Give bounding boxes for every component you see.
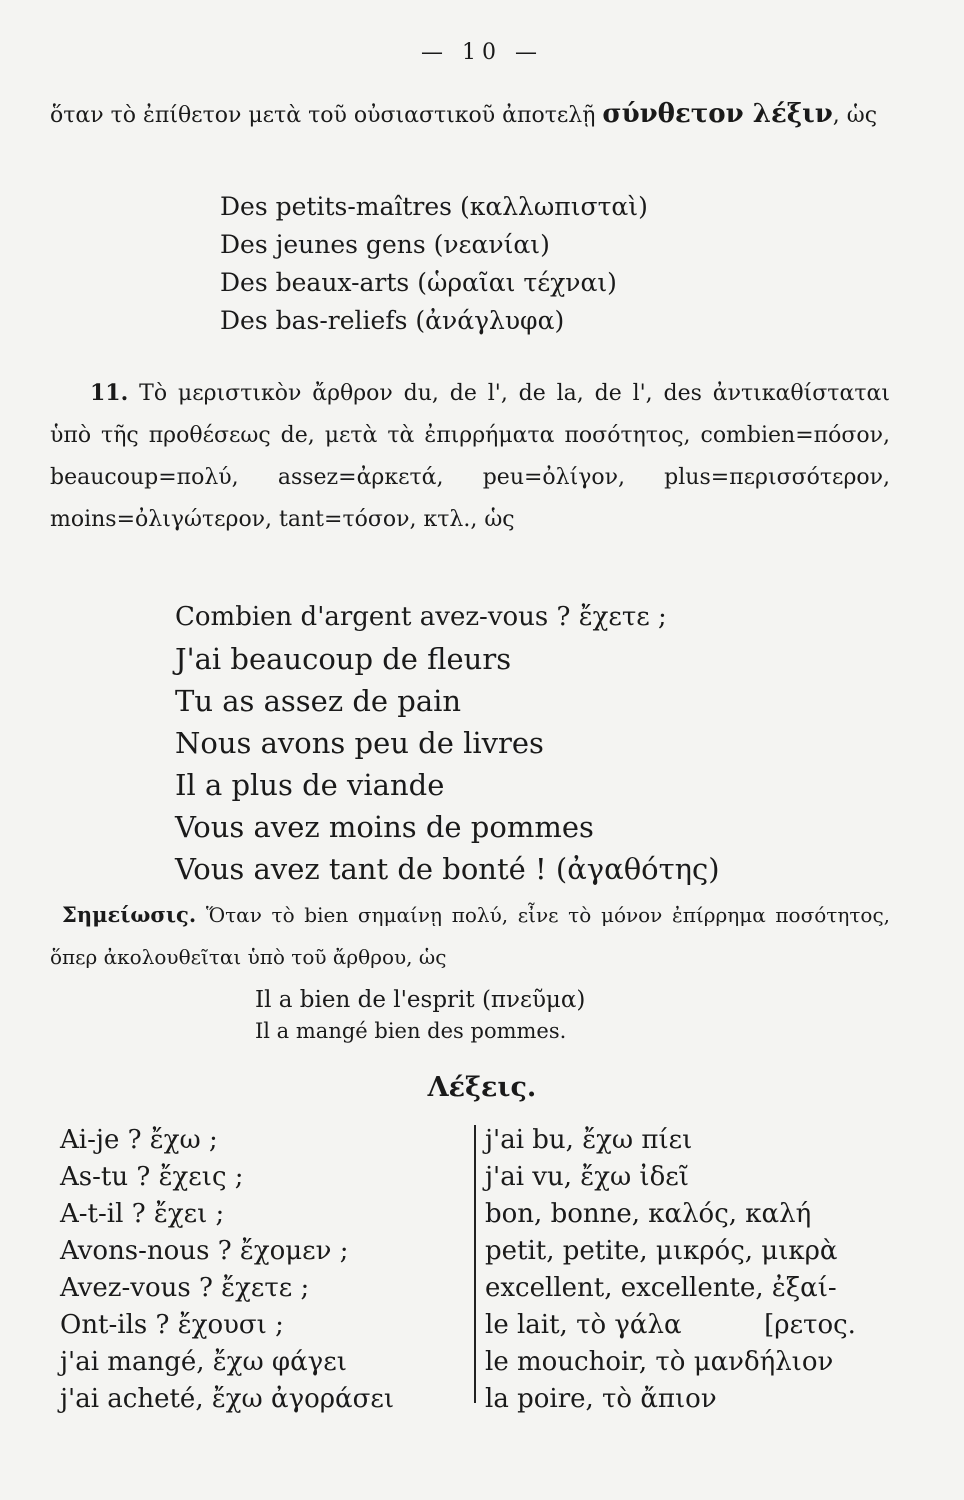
column-divider [474, 1125, 476, 1403]
vocab-item: A-t-il ? ἔχει ; [60, 1199, 225, 1229]
vocabulary-right-column [485, 1122, 915, 1418]
note-text: Ὅταν τὸ bien σημαίνῃ πολύ, εἶνε τὸ μόνον ἐπίρρημα ποσότητος, ὅπερ ἀκολουθεῖται ὑπὸ τοῦ ἄρθρου, ὡς [50, 903, 891, 969]
vocab-item: excellent, excellente, ἐξαί- [485, 1273, 837, 1303]
quantity-example: Nous avons peu de livres [175, 726, 544, 760]
compound-example: Des bas-reliefs (ἀνάγλυφα) [220, 306, 565, 335]
compound-examples [220, 188, 648, 340]
note-paragraph [50, 894, 890, 978]
vocab-item: Avons-nous ? ἔχομεν ; [60, 1236, 349, 1266]
vocab-item: petit, petite, μικρός, μικρὰ [485, 1236, 838, 1266]
vocab-item: j'ai bu, ἔχω πίει [485, 1125, 693, 1155]
page-number: — 10 — [421, 40, 543, 65]
vocab-item: j'ai acheté, ἔχω ἀγοράσει [60, 1384, 395, 1414]
section-11-paragraph [50, 372, 890, 541]
quantity-example: Combien d'argent avez-vous ? ἔχετε ; [175, 602, 667, 632]
quantity-example: Il a plus de viande [175, 768, 445, 802]
quantity-example: Vous avez tant de bonté ! (ἀγαθότης) [175, 852, 720, 886]
vocab-item: la poire, τὸ ἄπιον [485, 1384, 717, 1414]
quantity-example: J'ai beaucoup de fleurs [175, 642, 512, 676]
compound-example: Des petits-maîtres (καλλωπισταὶ) [220, 192, 648, 221]
vocab-item: le lait, τὸ γάλα [ρετος. [485, 1310, 856, 1340]
vocab-item: As-tu ? ἔχεις ; [60, 1162, 244, 1192]
compound-example: Des jeunes gens (νεανίαι) [220, 230, 550, 259]
vocab-item: j'ai mangé, ἔχω φάγει [60, 1347, 347, 1377]
quantity-examples [175, 596, 720, 890]
section-number: 11. [90, 380, 129, 406]
compound-example: Des beaux-arts (ὡραῖαι τέχναι) [220, 268, 617, 297]
section-11-text: Τὸ μεριστικὸν ἄρθρον du, de l', de la, de l', des ἀντικαθίσταται ὑπὸ τῆς προθέσεως de, μετὰ τὰ ἐπιρρήματα ποσότητος, combien=πόσον, beaucoup=πολύ, assez=ἀρκετά, peu=ὀλίγον, plus=περισσότερον, moins=ὀλιγώτερον, tant=τόσον, κτλ., ὡς [50, 381, 890, 532]
intro-text: ὅταν τὸ ἐπίθετον μετὰ τοῦ οὐσιαστικοῦ ἀποτελῇ [50, 103, 603, 128]
vocabulary-left-column [60, 1122, 460, 1418]
bien-example: Il a mangé bien des pommes. [255, 1019, 567, 1043]
vocab-item: Ont-ils ? ἔχουσι ; [60, 1310, 284, 1340]
vocab-item: bon, bonne, καλός, καλή [485, 1199, 812, 1229]
vocabulary-heading: Λέξεις. [427, 1072, 537, 1103]
bien-examples [255, 985, 585, 1047]
quantity-example: Vous avez moins de pommes [175, 810, 594, 844]
vocab-item: j'ai vu, ἔχω ἰδεῖ [485, 1162, 689, 1192]
vocab-item: Ai-je ? ἔχω ; [60, 1125, 218, 1155]
intro-tail: , ὡς [832, 103, 878, 128]
intro-paragraph [50, 92, 890, 138]
quantity-example: Tu as assez de pain [175, 684, 462, 718]
vocab-item: Avez-vous ? ἔχετε ; [60, 1273, 310, 1303]
note-label: Σημείωσις. [62, 902, 197, 927]
bien-example: Il a bien de l'esprit (πνεῦμα) [255, 987, 586, 1013]
vocab-item: le mouchoir, τὸ μανδήλιον [485, 1347, 834, 1377]
intro-bold-term: σύνθετον λέξιν [602, 99, 833, 129]
